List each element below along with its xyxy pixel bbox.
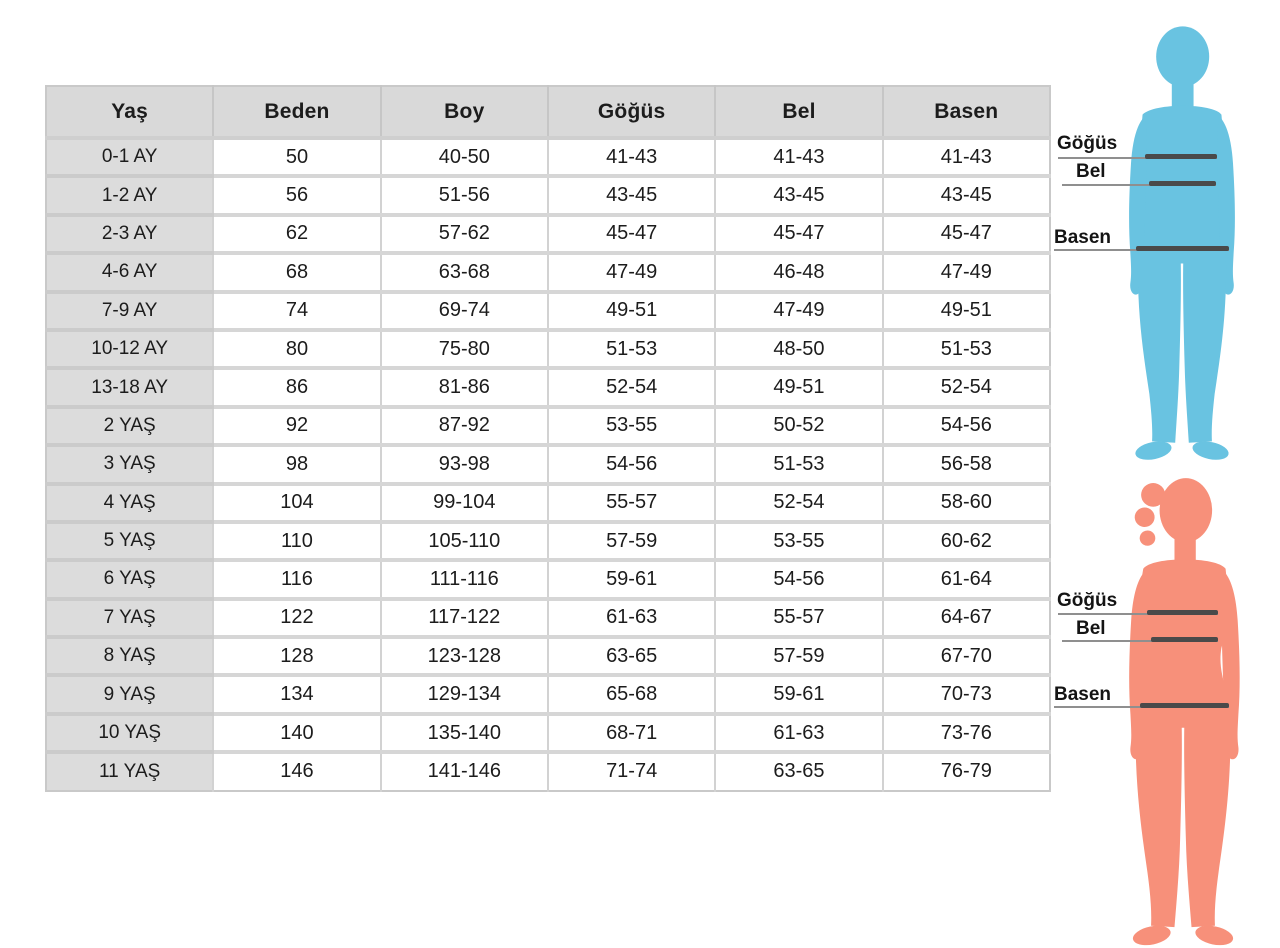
value-cell: 110: [213, 522, 380, 560]
table-row: [46, 484, 1050, 522]
value-cell: 56: [213, 176, 380, 214]
value-cell: 69-74: [381, 292, 548, 330]
value-cell: 55-57: [548, 484, 715, 522]
value-cell: 43-45: [715, 176, 882, 214]
table-row: [46, 599, 1050, 637]
value-cell: 99-104: [381, 484, 548, 522]
age-cell: 6 YAŞ: [46, 560, 213, 598]
value-cell: 45-47: [715, 215, 882, 253]
value-cell: 41-43: [715, 138, 882, 176]
value-cell: 58-60: [883, 484, 1050, 522]
value-cell: 46-48: [715, 253, 882, 291]
table-row: [46, 138, 1050, 176]
value-cell: 129-134: [381, 675, 548, 713]
value-cell: 50-52: [715, 407, 882, 445]
value-cell: 63-65: [715, 752, 882, 790]
boy-chest-label: Göğüs: [1057, 133, 1118, 154]
value-cell: 54-56: [883, 407, 1050, 445]
value-cell: 105-110: [381, 522, 548, 560]
value-cell: 140: [213, 714, 380, 752]
value-cell: 104: [213, 484, 380, 522]
value-cell: 86: [213, 368, 380, 406]
value-cell: 59-61: [715, 675, 882, 713]
table-row: [46, 560, 1050, 598]
table-row: [46, 407, 1050, 445]
header-cell-boy: Boy: [381, 86, 548, 138]
header-cell-g-s: Göğüs: [548, 86, 715, 138]
value-cell: 76-79: [883, 752, 1050, 790]
value-cell: 122: [213, 599, 380, 637]
value-cell: 56-58: [883, 445, 1050, 483]
value-cell: 74: [213, 292, 380, 330]
value-cell: 123-128: [381, 637, 548, 675]
age-cell: 4-6 AY: [46, 253, 213, 291]
header-cell-ya-: Yaş: [46, 86, 213, 138]
age-cell: 5 YAŞ: [46, 522, 213, 560]
value-cell: 47-49: [715, 292, 882, 330]
girl-hip-bar: [1140, 703, 1229, 708]
value-cell: 98: [213, 445, 380, 483]
value-cell: 54-56: [715, 560, 882, 598]
value-cell: 64-67: [883, 599, 1050, 637]
value-cell: 53-55: [548, 407, 715, 445]
value-cell: 49-51: [548, 292, 715, 330]
value-cell: 61-63: [548, 599, 715, 637]
table-row: [46, 445, 1050, 483]
value-cell: 48-50: [715, 330, 882, 368]
value-cell: 57-62: [381, 215, 548, 253]
boy-waist-bar: [1149, 181, 1216, 186]
girl-chest-label: Göğüs: [1057, 590, 1118, 611]
value-cell: 57-59: [715, 637, 882, 675]
value-cell: 71-74: [548, 752, 715, 790]
age-cell: 3 YAŞ: [46, 445, 213, 483]
value-cell: 62: [213, 215, 380, 253]
size-table-header: [46, 86, 1050, 138]
value-cell: 73-76: [883, 714, 1050, 752]
size-table: [45, 85, 1051, 792]
value-cell: 61-63: [715, 714, 882, 752]
boy-chest-bar: [1145, 154, 1217, 159]
value-cell: 117-122: [381, 599, 548, 637]
value-cell: 60-62: [883, 522, 1050, 560]
table-row: [46, 368, 1050, 406]
value-cell: 61-64: [883, 560, 1050, 598]
age-cell: 2-3 AY: [46, 215, 213, 253]
value-cell: 75-80: [381, 330, 548, 368]
age-cell: 1-2 AY: [46, 176, 213, 214]
value-cell: 49-51: [883, 292, 1050, 330]
value-cell: 93-98: [381, 445, 548, 483]
value-cell: 40-50: [381, 138, 548, 176]
value-cell: 146: [213, 752, 380, 790]
value-cell: 49-51: [715, 368, 882, 406]
header-cell-basen: Basen: [883, 86, 1050, 138]
age-cell: 8 YAŞ: [46, 637, 213, 675]
value-cell: 63-68: [381, 253, 548, 291]
value-cell: 43-45: [883, 176, 1050, 214]
age-cell: 11 YAŞ: [46, 752, 213, 790]
girl-waist-label: Bel: [1076, 618, 1106, 639]
value-cell: 53-55: [715, 522, 882, 560]
value-cell: 128: [213, 637, 380, 675]
age-cell: 13-18 AY: [46, 368, 213, 406]
table-row: [46, 215, 1050, 253]
boy-body-shape: [1129, 26, 1235, 462]
value-cell: 41-43: [548, 138, 715, 176]
table-row: [46, 675, 1050, 713]
value-cell: 50: [213, 138, 380, 176]
value-cell: 111-116: [381, 560, 548, 598]
table-row: [46, 330, 1050, 368]
value-cell: 70-73: [883, 675, 1050, 713]
value-cell: 68-71: [548, 714, 715, 752]
value-cell: 52-54: [715, 484, 882, 522]
age-cell: 4 YAŞ: [46, 484, 213, 522]
header-cell-bel: Bel: [715, 86, 882, 138]
value-cell: 135-140: [381, 714, 548, 752]
girl-chest-bar: [1147, 610, 1218, 615]
boy-hip-bar: [1136, 246, 1229, 251]
value-cell: 67-70: [883, 637, 1050, 675]
value-cell: 55-57: [715, 599, 882, 637]
value-cell: 52-54: [883, 368, 1050, 406]
table-row: [46, 637, 1050, 675]
value-cell: 51-53: [715, 445, 882, 483]
age-cell: 9 YAŞ: [46, 675, 213, 713]
boy-waist-label: Bel: [1076, 161, 1106, 182]
size-table-body: [46, 138, 1050, 791]
value-cell: 51-53: [883, 330, 1050, 368]
value-cell: 47-49: [883, 253, 1050, 291]
age-cell: 7 YAŞ: [46, 599, 213, 637]
value-cell: 51-53: [548, 330, 715, 368]
value-cell: 87-92: [381, 407, 548, 445]
value-cell: 47-49: [548, 253, 715, 291]
girl-hip-label: Basen: [1054, 684, 1112, 705]
header-cell-beden: Beden: [213, 86, 380, 138]
age-cell: 7-9 AY: [46, 292, 213, 330]
age-cell: 2 YAŞ: [46, 407, 213, 445]
value-cell: 43-45: [548, 176, 715, 214]
girl-body-shape: [1129, 478, 1239, 948]
value-cell: 134: [213, 675, 380, 713]
table-row: [46, 253, 1050, 291]
value-cell: 51-56: [381, 176, 548, 214]
value-cell: 63-65: [548, 637, 715, 675]
girl-waist-bar: [1151, 637, 1218, 642]
value-cell: 68: [213, 253, 380, 291]
value-cell: 59-61: [548, 560, 715, 598]
boy-hip-label: Basen: [1054, 227, 1112, 248]
value-cell: 92: [213, 407, 380, 445]
value-cell: 54-56: [548, 445, 715, 483]
value-cell: 57-59: [548, 522, 715, 560]
girl-silhouette: [1112, 474, 1254, 948]
age-cell: 0-1 AY: [46, 138, 213, 176]
table-row: [46, 752, 1050, 790]
table-row: [46, 714, 1050, 752]
table-row: [46, 522, 1050, 560]
header-row: [46, 86, 1050, 138]
age-cell: 10 YAŞ: [46, 714, 213, 752]
value-cell: 45-47: [883, 215, 1050, 253]
value-cell: 141-146: [381, 752, 548, 790]
value-cell: 81-86: [381, 368, 548, 406]
value-cell: 65-68: [548, 675, 715, 713]
value-cell: 80: [213, 330, 380, 368]
value-cell: 52-54: [548, 368, 715, 406]
value-cell: 41-43: [883, 138, 1050, 176]
table-row: [46, 176, 1050, 214]
value-cell: 116: [213, 560, 380, 598]
table-row: [46, 292, 1050, 330]
age-cell: 10-12 AY: [46, 330, 213, 368]
value-cell: 45-47: [548, 215, 715, 253]
